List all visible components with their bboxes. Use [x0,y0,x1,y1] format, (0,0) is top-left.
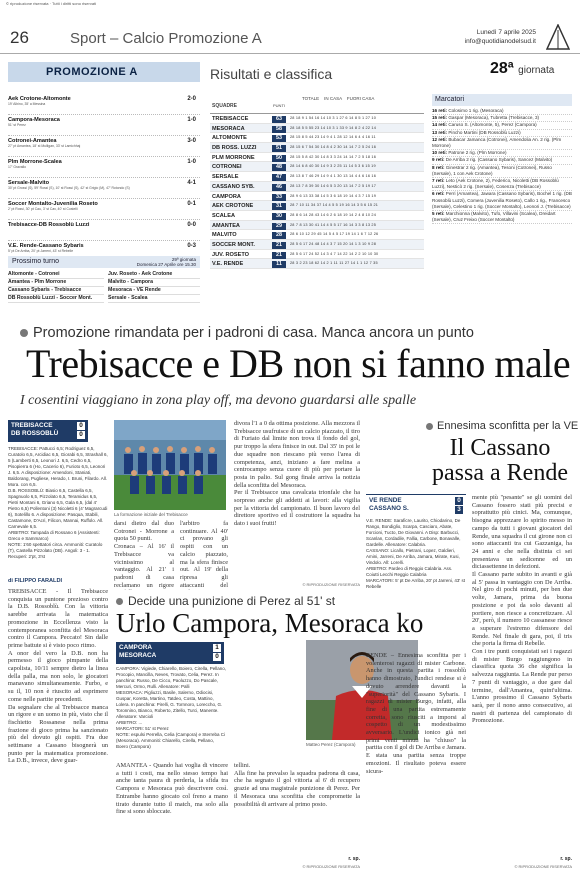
standings-team: AEK CROTONE [212,203,254,210]
result-teams: Cotronei-Amantea [8,138,57,144]
standings-team: MESORACA [212,125,245,132]
fixture-item: Mesoraca - VE Rende [108,287,200,295]
standings-row [210,192,424,202]
results-list [8,94,200,262]
story2-headline: Urlo Campora, Mesoraca ko [116,608,424,638]
main-byline: di FILIPPO FARALDI [8,578,63,584]
standings-points: 50 [272,155,286,162]
main-kicker: Promozione rimandata per i padroni di casa. Manca ancora un punto [20,325,474,341]
round-number: 28ª [490,60,514,77]
standings-points: 48 [272,164,286,171]
result-detail: 5' pt De Arriba, 20' pt Jarreni, 43' st Rebelle [8,249,74,253]
story2-kicker: Decide una punizione di Perez al 51' st [116,594,335,608]
scorer-entry [432,115,572,122]
scorers-list [432,106,572,224]
result-teams: Soccer Montalto-Juvenilia Roseto [8,201,98,207]
main-col3: l'arbitro fa continuare. Al 40' ci provano gli ospiti con un calcio piazzato, ma la sfera finisce out. Al 19' della ripresa gli attaccanti del [180,520,228,589]
main-subhead: I cosentini viaggiano in zona play off, ma devono guardarsi alle spalle [20,393,417,408]
scorer-names: Pincho Martini (DB Rossoblù Luzzi) [447,129,521,135]
main-lineup: TREBISACCE: Pattucci 6,5; Rodriguez 6,5, Curatolo 6,5, Arcidiac 6,5, Giorabi 6,5, Strashall 6, 5 (Lamberti 6,5, Leonori J. 6,5, Cedro 6,5, Pisopierra 6 (Ho, Cacerio 6), Furioto 6,5, Leonori J. 6,5. A disposizione: Amendoni, Staniati, Baldorang, Pugliese, Herado, I. Bruni, Filardo. All. Mora. con 6,5. D.B. ROSSOBLÙ: Biasio 6,5, Castella 6,5, Spagnuolo 6,5, Pizzolato 6,5, Teramidus 6,5, Pietri Montani 6, Griano 6,5, Gala 6,5, (dal 4' Pietro 6,5) Pollentoni (3) Nicoletti 6 (4' Magrarcudi 6), Sotelillo 6. A disposizione: Pasqua, Stabili, Castamone, D'Acri, Filicon, Mannai, Ruffolo. All. Carnevale 6,5. ARBITRO: Tampada di Rossano 6 (Assistenti: Greco e Sammarco) NOTE: 1'60 spettatori circa. Ammoniti: Curatolo (T), Castella Pizzolato (DB). Angoli: 3 - 1. Recuperi: 2'pt, 3'st [8,446,108,559]
scorer-entry [432,122,572,129]
standings-row [210,211,424,221]
scorer-names: De Arriba 2 rig. (Cassano Sybaris), Sancez (Malvito) [444,157,553,163]
result-score: 1-0 [187,159,196,165]
main-headline: Trebisacce e DB non si fanno male [26,341,571,386]
standings-rows [210,114,424,269]
standings-team: CASSANO SYB. [212,183,255,190]
result-score: 0-3 [187,243,196,249]
standings-head-team: SQUADRE [212,103,238,109]
story3-kicker: Ennesima sconfitta per la VE [426,420,578,432]
standings-row [210,240,424,250]
scorer-names: Gaspar (Mesoraca), Tubretta (Trebisacce, 3) [447,115,540,121]
standings-points: 63 [272,116,286,123]
story3-col1: RENDE – Ennesima sconfitta per i volenterosi ragazzi di mister Carbone. Anche in questa partita i rossoblù hanno dimostrato, l'undici rendese si è dovuto arrendere davanti la "superiorità" del Cassano Sybaris. I ragazzi di mister Burgo, infatti, alla fine di una partita estremamente corretta, sono riusciti a imporsi al cospetto di un modestissimo avversario. L'undici ionico già nei primi venti minuti ha "chiuso" la partita con il gol di De Arriba e Jamara. E stata una partita senza troppe emozioni. Il risultato poteva essere sicura- [366,652,466,775]
date: Lunedì 7 aprile 2025 [476,29,536,36]
standings-points: 11 [272,261,286,268]
fixture-item: Cassano Sybaris - Trebisacce [8,287,104,295]
standings-points: 51 [272,145,286,152]
result-teams: Sersale-Malvito [8,180,50,186]
page-header [0,24,580,54]
fixture-item: Juv. Roseto - Aek Crotone [108,271,200,279]
main-repro: © RIPRODUZIONE RISERVATA [302,582,360,587]
section-title: Sport – Calcio Promozione A [70,30,262,47]
standings-table [210,94,424,269]
next-round-giornata: 29ª giornata [171,257,196,262]
standings-team: PLM MORRONE [212,154,255,161]
standings-stats: 28 7 8 13 30 41 14 4 5 5 17 16 14 3 3 8 13 25 [290,222,377,227]
team-photo-caption: La formazione iniziale del Trebisacce [114,512,188,517]
story2-home-score: 1 [213,644,221,652]
scorer-goals: 7 reti: [432,178,445,184]
standings-row [210,201,424,211]
standings-stats: 28 8 6 14 28 43 14 6 2 6 18 19 14 2 4 8 10 24 [290,212,377,217]
scorer-entry [432,108,572,115]
standings-stats: 28 14 6 8 40 30 14 9 3 2 25 11 14 5 3 6 15 19 [290,164,376,169]
standings-stats: 28 9 6 13 33 38 14 5 3 6 18 19 14 4 3 7 15 19 [290,193,377,198]
round-word: giornata [518,65,555,76]
email: info@quotidianodelsud.it [464,38,536,45]
result-detail: 51' st Perez [8,123,26,127]
fixture-item: Amantea - Plm Morrone [8,279,104,287]
standings-row [210,133,424,143]
scorer-goals: 5 reti: [432,211,445,217]
scorer-goals: 12 reti: [432,136,448,142]
standings-stats: 28 6 10 12 29 45 14 5 4 5 17 19 14 1 6 7 12 26 [290,232,379,237]
main-scorebox [8,420,88,442]
team-photo [114,420,226,510]
result-score: 2-0 [187,96,196,102]
scorer-goals: 6 reti: [432,191,445,197]
result-detail: 17' Gravallo [8,165,26,169]
story3-repro: © RIPRODUZIONE RISERVATA [514,864,572,869]
result-teams: V.E. Rende-Cassano Sybaris [8,243,84,249]
standings-team: SOCCER MONT. [212,241,255,248]
newspaper-logo-icon [546,24,570,50]
standings-team: TREBISACCE [212,116,249,122]
standings-team: JUV. ROSETO [212,251,249,258]
next-round-right [108,271,200,303]
story2-away-score: 0 [213,653,221,661]
scorer-goals: 15 reti: [432,115,448,121]
result-score: 1-0 [187,117,196,123]
standings-points: 47 [272,174,286,181]
scorers-box [432,94,572,224]
scorer-names: Patrone 2 rig. (Plm Morrone) [447,150,507,156]
scorer-names: Colosimo 1 rig. (Mesoraca) [447,108,504,113]
result-teams: Campora-Mesoraca [8,117,60,123]
scorer-entry [432,211,572,224]
standings-stats: 28 3 2 23 18 62 14 2 1 11 11 27 14 1 1 12 7 35 [290,261,378,266]
fixture-item: Sersale - Scalea [108,295,200,303]
result-item [8,199,200,220]
result-item [8,136,200,157]
next-round-header [8,256,200,268]
scorer-entry [432,130,572,137]
scorer-entry [432,191,572,211]
next-round-info [137,257,196,267]
scorer-names: Leto (Aek Crotone, 2), Federico, Nicoletti (DB Rossoblù Luzzi), Nesticò 2 rig. (Sersale), Cosenza (Trebisacce) [432,178,559,190]
standings-row [210,250,424,260]
page-number: 26 [10,28,29,47]
standings-team: MALVITO [212,232,237,239]
story2-away-team: MESORACA [119,652,157,659]
standings-stats: 28 5 6 17 24 48 14 4 3 7 15 20 14 1 3 10 9 28 [290,241,377,246]
main-col1: TREBISACCE - Il Trebisacce conquista un puntone prezioso contro la D.B. Rossoblù. Con la vittoria sarebbe arrivata la matematica promozione in Eccellenza visto la contemporanea sconfitta del Mesoraca contro il Campora. Peccato! Sin dalle prime battute si è visto poco ritmo. A onor del vero la D.B. non ha permesso il gioco pimpante della capolista, 10/11 sempre dietro la linea della palla, ma non solo, le giocatori manavano simultaneamente. Furbo, e su il, 10 non è riuscito ad esprimere come nelle partite precedenti. Da segnalare che al Trebisacce manca un rigore e un uomo in più, visto che il fischietto Rossanese nella prima frazione di gioco prima ha sanzionato più del dovuto gli ospiti. Fra due settimane a Cassano bisognerà un punto per la matematica promozione. La D.B., invece, deve guar- [8,588,108,765]
standings-stats: 28 15 6 7 54 30 14 8 4 2 30 14 14 7 2 5 24 16 [290,145,377,150]
story2-signature: r. sp. [348,856,360,862]
standings-stats: 28 15 8 5 44 23 14 9 4 1 28 12 14 6 4 4 16 11 [290,135,376,140]
scorer-goals: 13 reti: [432,129,448,135]
result-score: 3-0 [187,138,196,144]
scorer-entry [432,178,572,191]
standings-row [210,153,424,163]
result-detail: 30' pt Grossi (S), 59' Rossi (S), 10' st Rossi (S), 42' st Grigio (M), 47' Rotondo (S) [8,186,130,190]
scorer-goals: 14 reti: [432,122,448,128]
standings-row [210,221,424,231]
story2-col1: AMANTEA - Quando hai voglia di vincere a tutti i costi, ma nello stesso tempo hai anche tanta paura di perderla, la sfida tra Campora e Mesoraca può descrivere così. Entrambe hanno giocato col freno a mano tirato durante tutto il match, ma solo alla fine si sono sbloccate. [116,762,228,816]
result-teams: Aek Crotone-Altomonte [8,96,71,102]
scorer-entry [432,150,572,157]
main-home-team: TREBISACCE [11,422,53,429]
standings-points: 46 [272,184,286,191]
story3-away-team: CASSANO S. [369,505,409,512]
scorer-goals: 16 reti: [432,108,448,113]
standings-stats: 28 15 5 8 42 30 14 8 3 3 24 14 14 7 2 5 18 16 [290,154,377,159]
standings-team: CAMPORA [212,193,241,200]
story2-repro: © RIPRODUZIONE RISERVATA [302,864,360,869]
scorers-title: Marcatori [432,94,572,106]
standings-row [210,143,424,153]
story3-scorebox [366,494,466,516]
next-round-date: Domenica 27 Aprile ore 15.30 [136,262,196,267]
standings-stats: 28 18 5 5 55 23 14 10 3 1 33 9 14 8 2 4 22 14 [290,125,377,130]
fixture-item: Altomonte - Cotronei [8,271,104,279]
story3-away-score: 3 [455,506,463,514]
story3-home-score: 0 [455,497,463,505]
standings-head-groups: TOTALE IN CASA FUORI CASA [302,96,375,101]
scorer-goals: 8 reti: [432,164,445,170]
standings-row [210,182,424,192]
standings-points: 21 [272,242,286,249]
result-score: 4-1 [187,180,196,186]
standings-points: 33 [272,194,286,201]
standings-team: COTRONEI [212,164,242,171]
top-note: © riproduzione riservata · Tutti i diritti sono riservati [6,1,97,6]
standings-header [210,94,424,114]
league-band: PROMOZIONE A [8,62,200,82]
result-item [8,178,200,199]
standings-stats: 28 13 7 8 39 30 14 6 5 3 20 13 14 7 2 5 19 17 [290,183,377,188]
next-round-label: Prossimo turno [12,258,60,265]
result-detail: 19' Albino, 35' a Messina [8,102,46,106]
scorer-names: Caruso S. (Altomonte, 5), Perez (Campora) [447,122,537,128]
main-away-team: DB ROSSOBLÙ [11,430,59,437]
standings-team: SERSALE [212,174,239,181]
scorer-names: Marchionna (Malvito), Tufo, Villavini (Scalea), Dreidart (Sersale), Cruz Freixo (Soccer Montalto) [432,211,556,223]
standings-stats: 28 7 10 11 34 37 14 4 5 5 19 16 14 3 5 6 15 21 [290,203,379,208]
fixture-item: DB Rossoblù Luzzi - Soccer Mont. [8,295,104,303]
standings-points: 31 [272,203,286,210]
story3-home-team: VE RENDE [369,497,402,504]
result-score: 0-0 [187,222,196,228]
result-detail: 2' pt Rossi, 30' pt Cau, 3' st Cav, 40' st Costelli [8,207,78,211]
standings-team: DB ROSS. LUZZI [212,145,257,152]
player-photo-caption: Matteo Perez (Campora) [306,742,356,747]
story2-home-team: CAMPORA [119,644,153,651]
result-item [8,220,200,241]
standings-row [210,162,424,172]
standings-row [210,259,424,269]
scorer-names: Perri (Amantea), Jawara (Cassano Sybaris), Bochel 1 rig. (DB Rossoblù Luzzi), Comera (Juvenilia Roseto), Callo 1 rig., Francesco (Sersale), Celestino 1 rig. (Soccer Montalto), Leonori J. (Trebisacce) [432,191,572,209]
scorer-names: Bubacar Jamanca (Cotronei), Amendolia An. 2 rig. (Plm Morrone) [432,136,562,149]
story3-headline: Il Cassano passa a Rende [432,435,568,486]
scorer-goals: 10 reti: [432,150,448,156]
standings-points: 58 [272,126,286,133]
result-score: 0-1 [187,201,196,207]
result-item [8,115,200,136]
result-detail: 27' pt Amantea, 18' st Mulligan, 33' st Lamichhaj [8,144,81,148]
story3-signature: r. sp. [560,856,572,862]
standings-stats: 28 18 9 1 54 16 14 10 3 1 27 6 14 8 5 1 27 10 [290,116,377,120]
main-away-score: 0 [77,431,85,439]
standings-row [210,124,424,134]
standings-row [210,230,424,240]
round-label [490,60,554,78]
main-col4: divora l'1 a 0 da ottima posizione. Alla mezzora il Trebisacce usufruisce di un calcio piazzato, il tiro di Furiato dal limite non trova il fondo del gol, pur troppo la sfera finisce in out. Dal 35' in poi le due squadre non riescano più verso l'area di competenza, anzi, iniziano a fare melina a centrocampo senza cuore di più per portare la posta in palio. Sul gong finale arriva la notizia della sconfitta del Mesoraca. Per il Trebisacce una cavalcata trionfale che ha sorpreso anche gli addetti ai lavori: alla vigilia per la vittoria del campionato. Il buon lavoro del direttore sportivo ed il costruttore la squadra ha dato i suoi frutti! [234,420,360,528]
scorer-entry [432,157,572,164]
results-title: Risultati e classifica [210,66,333,82]
standings-points: 29 [272,223,286,230]
story3-col2: mente più "pesante" se gli uomini del Cassano fossero stati più precisi e soprattutto più cinici. Ma, comunque, bisogna apprezzare lo spirito messo in campo da tutti i giovani giocatori del Rende, una squadra il cui girone non ci sono attaccanti tra cui Gazzaniga, ha 24 anni e che nella distinta ci sei presentava un sedicenne ed un diciassettenne in defezioni. Il Cassano parte subito in avanti e già al 5' passa in vantaggio con De Arriba. Nel giro di pochi minuti, per ben due volte, Jamara, prima da buona posizione e poi da solo davanti al portiere, non riesce a concretizzare. Al 20', però, il numero 10 cassanese riesce a superare l'estremo difensore del Rende. Nel finale di gara, poi, il tris che porta la firma di Rebelle. Con i tre punti conquistati sei i ragazzi di mister Burgo raggiungono in classifica quota 36 che significa la salvezza raggiunta. La Rende pur perso 7 punti di vantaggio, a due gare dal termine, dall'Amantea, quint'ultima. L'anno prossimo il Cassano Sybaris sarà, per il nono anno consecutivo, ai nastri di partenza del campionato di Promozione. [472,494,572,725]
standings-head-pts: PUNTI [273,103,285,108]
story3-lineup: V.E. RENDE: Saraficre, Laurito, Chiodarino, De Rango, Bondiglio, Scarpa, Casciaro, Abate, Forcioni, Tucto, De Giovanni. A Disp: Barbucci, Scanlan, Cordadile, Fallia, Carbone, Bonavalle, Gardelle. Allenatore: Calabria. CASSANO: Licallo, Pietrani, Lopez, Galdieri, Amini, Jarreni, De Arriba, Jamara, Mirate, Kusi, Vindolo. All: Lorelli. ARBITRO: Pardeo di Reggio Calabria. Ass. Coiutti Lecchi Reggio Calabria MARCATORI: 5' pt De Arriba, 20' pt Jarreni, 43' st Rebelle [366,518,465,589]
standings-points: 21 [272,252,286,259]
result-teams: Plm Morrone-Scalea [8,159,62,165]
standings-team: SCALEA [212,212,235,219]
main-home-score: 0 [77,422,85,430]
standings-row [210,114,424,124]
scorer-entry [432,165,572,178]
story2-scorebox [116,642,224,664]
standings-stats: 28 5 6 17 24 52 14 3 4 7 14 22 14 2 2 10 10 30 [290,251,379,256]
scorer-goals: 9 reti: [432,157,445,163]
standings-points: 53 [272,135,286,142]
standings-team: ALTOMONTE [212,135,247,142]
result-item [8,94,200,115]
next-round-left [8,271,104,303]
main-col2: darsi dietro dal duo Cotronei - Morrone a quota 50 punti. Cronaca – Al 16' il Trebisacce va vicinissimo al vantaggio. Al 21' i padroni di casa reclamano un rigore [114,520,174,589]
standings-team: AMANTEA [212,222,240,229]
standings-points: 30 [272,213,286,220]
result-item [8,157,200,178]
story2-lineup: CAMPORA: Vigiede, Chiarello, Boiero, Cirella, Pellano, Procopio, Mancilla, Neves, Trovato, Celia, Perez. In panchina: Russo, De Cicco, Paoluzzo, Do Pascale, Mercuri, Ormo, Rulli. Allenatore: Palli MESORACA: Pigliuzzi, Basile, Salerno, Odiocisi, Guspar, Koretta, Martino, Tatdeo, Costa, Mattino, Lolera. In panchina: Pirelli, G. Tornnoro, Loreccho, G. Toronnino, Bianco, Roberto, Zitello, Turci, Manente. Allenatore: Varcioli ARBITRO: ... MARCATORI: 51' st Perez NOTE: espulsi Perrella, Celia (Campora) e Sterreba Ci (Mesoraca). Ammoniti: Chiarello, Cirella, Pellano, Boero (Campora) [116,666,226,749]
result-teams: Trebisacce-DB Rossoblù Luzzi [8,222,90,228]
scorer-entry [432,137,572,150]
standings-stats: 28 13 8 7 46 29 14 9 4 1 30 13 14 4 4 6 16 16 [290,174,377,179]
scorer-names: Ginestrar 2 rig. (Amantea), Tesoni (Cotronei), Russo (Sersale), 1 con Aek Crotone) [432,164,552,176]
standings-team: V.E. RENDE [212,261,244,268]
standings-points: 28 [272,232,286,239]
fixture-item: Malvito - Campora [108,279,200,287]
dateline [465,28,536,46]
standings-row [210,172,424,182]
story2-col2: tellini. Alla fine ha prevalso la squadra padrona di casa, che ha segnato il gol vittoria al 6' di recupero grazie ad una magistrale punizione di Perez. Per il Mesoraca una sconfitta che compromette la possibilità di arrivare al primo posto. [234,762,360,808]
